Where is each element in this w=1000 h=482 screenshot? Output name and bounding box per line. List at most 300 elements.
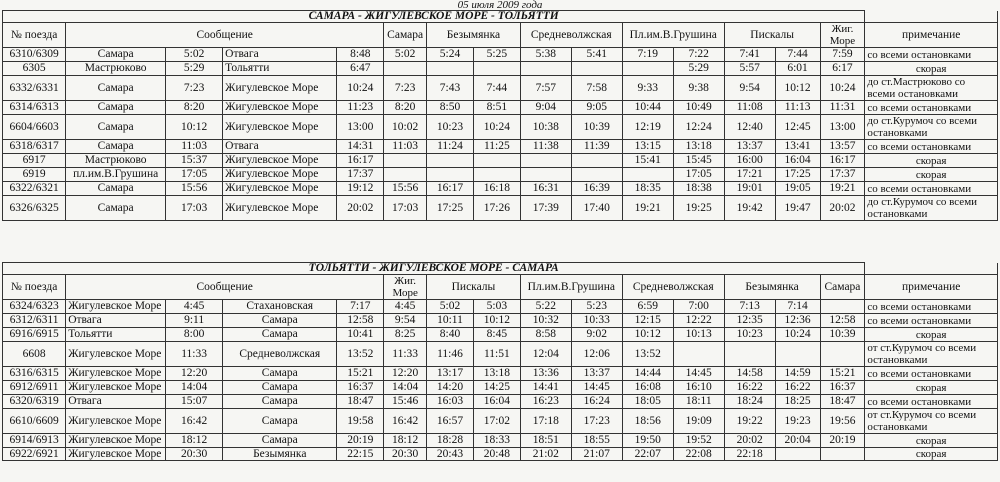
station-time: 16:04 xyxy=(473,395,520,409)
station-time xyxy=(673,342,724,367)
station-time: 13:52 xyxy=(622,342,673,367)
station-time: 15:56 xyxy=(384,182,427,196)
note-cell: со всеми остановками xyxy=(865,314,998,328)
station-time: 16:22 xyxy=(775,381,820,395)
station-time: 8:45 xyxy=(473,328,520,342)
origin: Самара xyxy=(66,76,166,101)
table-row xyxy=(3,140,998,154)
station-time: 12:45 xyxy=(775,115,820,140)
station-time: 10:44 xyxy=(622,101,673,115)
arrival-time: 6:47 xyxy=(337,62,384,76)
station-time: 8:40 xyxy=(427,328,474,342)
origin: Самара xyxy=(66,182,166,196)
station-time xyxy=(724,342,775,367)
station-time: 16:24 xyxy=(571,395,622,409)
station-time xyxy=(820,448,865,461)
station-time: 11:24 xyxy=(427,140,474,154)
arrival-time: 7:17 xyxy=(337,300,384,314)
station-time: 13:57 xyxy=(820,140,865,154)
arrival-time: 12:58 xyxy=(337,314,384,328)
station-time xyxy=(473,168,520,182)
station-time: 19:42 xyxy=(724,196,775,221)
station-time xyxy=(571,168,622,182)
timetable-samara-tolyatti xyxy=(2,10,998,221)
origin: Самара xyxy=(66,196,166,221)
station-time: 9:38 xyxy=(673,76,724,101)
destination: Безымянка xyxy=(223,448,337,461)
destination: Самара xyxy=(223,367,337,381)
station-time: 5:25 xyxy=(473,48,520,62)
station-time: 18:28 xyxy=(427,434,474,448)
header-station: Средневолжская xyxy=(520,23,622,48)
station-time: 11:08 xyxy=(724,101,775,115)
departure-time: 10:12 xyxy=(166,115,223,140)
station-time: 7:57 xyxy=(520,76,571,101)
station-time: 14:58 xyxy=(724,367,775,381)
header-station: Пискалы xyxy=(724,23,820,48)
station-time: 12:40 xyxy=(724,115,775,140)
station-time: 5:22 xyxy=(520,300,571,314)
station-time: 7:44 xyxy=(775,48,820,62)
station-time: 13:36 xyxy=(520,367,571,381)
station-time: 19:09 xyxy=(673,409,724,434)
station-time: 9:33 xyxy=(622,76,673,101)
departure-time: 15:37 xyxy=(166,154,223,168)
station-time: 10:49 xyxy=(673,101,724,115)
station-time: 14:59 xyxy=(775,367,820,381)
destination: Жигулевское Море xyxy=(223,182,337,196)
departure-time: 8:00 xyxy=(166,328,223,342)
train-number: 6318/6317 xyxy=(3,140,66,154)
departure-time: 12:20 xyxy=(166,367,223,381)
train-number: 6912/6911 xyxy=(3,381,66,395)
station-time: 10:23 xyxy=(724,328,775,342)
station-time: 6:01 xyxy=(775,62,820,76)
station-time: 17:26 xyxy=(473,196,520,221)
station-time: 19:05 xyxy=(775,182,820,196)
station-time: 12:04 xyxy=(520,342,571,367)
station-time: 16:57 xyxy=(427,409,474,434)
station-time: 18:33 xyxy=(473,434,520,448)
station-time: 7:41 xyxy=(724,48,775,62)
timetable-tolyatti-samara xyxy=(2,262,998,461)
train-number: 6604/6603 xyxy=(3,115,66,140)
note-cell: скорая xyxy=(865,168,998,182)
table-row xyxy=(3,395,998,409)
origin: Жигулевское Море xyxy=(66,367,166,381)
station-time: 7:13 xyxy=(724,300,775,314)
station-time: 10:12 xyxy=(473,314,520,328)
origin: Самара xyxy=(66,115,166,140)
note-cell: со всеми остановками xyxy=(865,48,998,62)
train-number: 6916/6915 xyxy=(3,328,66,342)
station-time: 10:02 xyxy=(384,115,427,140)
destination: Самара xyxy=(223,434,337,448)
arrival-time: 8:48 xyxy=(337,48,384,62)
station-time xyxy=(775,448,820,461)
note-cell: со всеми остановками xyxy=(865,395,998,409)
note-cell: со всеми остановками xyxy=(865,101,998,115)
station-time xyxy=(775,342,820,367)
station-time: 16:18 xyxy=(473,182,520,196)
arrival-time: 14:31 xyxy=(337,140,384,154)
station-time: 6:17 xyxy=(820,62,865,76)
destination: Самара xyxy=(223,409,337,434)
train-number: 6310/6309 xyxy=(3,48,66,62)
station-time: 16:03 xyxy=(427,395,474,409)
station-time: 10:38 xyxy=(520,115,571,140)
station-time: 5:29 xyxy=(673,62,724,76)
station-time: 18:47 xyxy=(820,395,865,409)
header-station: Безымянка xyxy=(724,275,820,300)
arrival-time: 17:37 xyxy=(337,168,384,182)
header-station: Жиг. Море xyxy=(820,23,865,48)
station-time: 14:45 xyxy=(673,367,724,381)
station-time: 17:40 xyxy=(571,196,622,221)
station-time xyxy=(384,154,427,168)
station-time: 7:14 xyxy=(775,300,820,314)
note-cell: со всеми остановками xyxy=(865,300,998,314)
header-station: Пл.им.В.Грушина xyxy=(520,275,622,300)
origin: Мастрюково xyxy=(66,62,166,76)
departure-time: 15:56 xyxy=(166,182,223,196)
note-cell: скорая xyxy=(865,62,998,76)
train-number: 6312/6311 xyxy=(3,314,66,328)
station-time: 12:06 xyxy=(571,342,622,367)
station-time: 5:23 xyxy=(571,300,622,314)
station-time: 6:59 xyxy=(622,300,673,314)
train-number: 6332/6331 xyxy=(3,76,66,101)
station-time: 19:56 xyxy=(820,409,865,434)
station-time: 16:23 xyxy=(520,395,571,409)
departure-time: 4:45 xyxy=(166,300,223,314)
station-time: 20:48 xyxy=(473,448,520,461)
station-time: 19:50 xyxy=(622,434,673,448)
train-number: 6919 xyxy=(3,168,66,182)
header-route: Сообщение xyxy=(66,275,384,300)
arrival-time: 16:17 xyxy=(337,154,384,168)
train-number: 6322/6321 xyxy=(3,182,66,196)
station-time: 7:44 xyxy=(473,76,520,101)
station-time: 16:08 xyxy=(622,381,673,395)
table-row xyxy=(3,196,998,221)
station-time: 5:57 xyxy=(724,62,775,76)
station-time: 18:51 xyxy=(520,434,571,448)
table-row xyxy=(3,48,998,62)
note-cell: со всеми остановками xyxy=(865,182,998,196)
station-time: 16:00 xyxy=(724,154,775,168)
note-cell: до ст.Курумоч со всеми остановками xyxy=(865,196,998,221)
station-time: 7:22 xyxy=(673,48,724,62)
station-time: 18:55 xyxy=(571,434,622,448)
departure-time: 5:29 xyxy=(166,62,223,76)
station-time: 11:39 xyxy=(571,140,622,154)
station-time: 10:12 xyxy=(622,328,673,342)
station-time: 12:24 xyxy=(673,115,724,140)
header-station: Пискалы xyxy=(427,275,521,300)
station-time: 18:05 xyxy=(622,395,673,409)
station-time xyxy=(427,168,474,182)
station-time: 18:25 xyxy=(775,395,820,409)
station-time: 12:22 xyxy=(673,314,724,328)
station-time: 17:05 xyxy=(673,168,724,182)
origin: Жигулевское Море xyxy=(66,342,166,367)
origin: Жигулевское Море xyxy=(66,381,166,395)
station-time: 21:07 xyxy=(571,448,622,461)
station-time: 12:15 xyxy=(622,314,673,328)
station-time: 5:02 xyxy=(427,300,474,314)
station-time: 5:03 xyxy=(473,300,520,314)
station-time: 14:04 xyxy=(384,381,427,395)
table1-title: САМАРА - ЖИГУЛЕВСКОЕ МОРЕ - ТОЛЬЯТТИ xyxy=(3,11,865,23)
station-time: 12:20 xyxy=(384,367,427,381)
station-time: 22:18 xyxy=(724,448,775,461)
departure-time: 17:05 xyxy=(166,168,223,182)
departure-time: 9:11 xyxy=(166,314,223,328)
note-cell: скорая xyxy=(865,434,998,448)
arrival-time: 20:02 xyxy=(337,196,384,221)
station-time: 10:24 xyxy=(820,76,865,101)
station-time: 8:20 xyxy=(384,101,427,115)
station-time: 10:24 xyxy=(775,328,820,342)
destination: Тольятти xyxy=(223,62,337,76)
arrival-time: 10:24 xyxy=(337,76,384,101)
station-time: 11:31 xyxy=(820,101,865,115)
arrival-time: 20:19 xyxy=(337,434,384,448)
station-time: 19:47 xyxy=(775,196,820,221)
station-time: 13:37 xyxy=(571,367,622,381)
station-time: 11:33 xyxy=(384,342,427,367)
station-time xyxy=(473,62,520,76)
departure-time: 18:12 xyxy=(166,434,223,448)
station-time: 10:24 xyxy=(473,115,520,140)
train-number: 6610/6609 xyxy=(3,409,66,434)
station-time: 18:24 xyxy=(724,395,775,409)
station-time: 19:21 xyxy=(622,196,673,221)
origin: Самара xyxy=(66,101,166,115)
destination: Самара xyxy=(223,395,337,409)
arrival-time: 13:00 xyxy=(337,115,384,140)
note-cell: скорая xyxy=(865,381,998,395)
station-time: 5:24 xyxy=(427,48,474,62)
table2-title: ТОЛЬЯТТИ - ЖИГУЛЕВСКОЕ МОРЕ - САМАРА xyxy=(3,263,865,275)
table-row xyxy=(3,115,998,140)
station-time: 11:25 xyxy=(473,140,520,154)
station-time: 14:45 xyxy=(571,381,622,395)
arrival-time: 18:47 xyxy=(337,395,384,409)
station-time: 14:41 xyxy=(520,381,571,395)
station-time: 11:38 xyxy=(520,140,571,154)
destination: Жигулевское Море xyxy=(223,76,337,101)
station-time: 20:02 xyxy=(820,196,865,221)
table-row xyxy=(3,182,998,196)
station-time: 19:01 xyxy=(724,182,775,196)
destination: Жигулевское Море xyxy=(223,115,337,140)
station-time: 16:37 xyxy=(820,381,865,395)
station-time: 10:32 xyxy=(520,314,571,328)
station-time: 7:00 xyxy=(673,300,724,314)
origin: Отвага xyxy=(66,314,166,328)
station-time: 22:08 xyxy=(673,448,724,461)
origin: Жигулевское Море xyxy=(66,409,166,434)
station-time xyxy=(622,168,673,182)
station-time: 19:25 xyxy=(673,196,724,221)
destination: Жигулевское Море xyxy=(223,154,337,168)
departure-time: 11:33 xyxy=(166,342,223,367)
station-time: 16:04 xyxy=(775,154,820,168)
station-time: 12:36 xyxy=(775,314,820,328)
table-row xyxy=(3,168,998,182)
station-time: 11:51 xyxy=(473,342,520,367)
destination: Самара xyxy=(223,381,337,395)
note-cell: до ст.Мастрюково со всеми остановками xyxy=(865,76,998,101)
destination: Жигулевское Море xyxy=(223,101,337,115)
station-time xyxy=(571,154,622,168)
train-number: 6917 xyxy=(3,154,66,168)
station-time: 7:59 xyxy=(820,48,865,62)
station-time: 13:18 xyxy=(473,367,520,381)
station-time: 10:39 xyxy=(571,115,622,140)
note-cell: скорая xyxy=(865,328,998,342)
station-time: 13:41 xyxy=(775,140,820,154)
station-time: 19:22 xyxy=(724,409,775,434)
arrival-time: 10:41 xyxy=(337,328,384,342)
departure-time: 11:03 xyxy=(166,140,223,154)
destination: Самара xyxy=(223,314,337,328)
header-station: Самара xyxy=(384,23,427,48)
station-time: 17:39 xyxy=(520,196,571,221)
station-time: 9:05 xyxy=(571,101,622,115)
header-note: примечание xyxy=(865,23,998,48)
train-number: 6316/6315 xyxy=(3,367,66,381)
station-time: 5:38 xyxy=(520,48,571,62)
station-time: 20:02 xyxy=(724,434,775,448)
station-time: 10:39 xyxy=(820,328,865,342)
train-number: 6326/6325 xyxy=(3,196,66,221)
note-cell: со всеми остановками xyxy=(865,367,998,381)
header-station: Жиг. Море xyxy=(384,275,427,300)
station-time: 13:00 xyxy=(820,115,865,140)
departure-time: 8:20 xyxy=(166,101,223,115)
train-number: 6914/6913 xyxy=(3,434,66,448)
station-time xyxy=(520,154,571,168)
header-train-no: № поезда xyxy=(3,275,66,300)
departure-time: 15:07 xyxy=(166,395,223,409)
station-time: 9:04 xyxy=(520,101,571,115)
station-time xyxy=(622,62,673,76)
destination: Средневолжская xyxy=(223,342,337,367)
station-time: 18:56 xyxy=(622,409,673,434)
departure-time: 7:23 xyxy=(166,76,223,101)
station-time: 20:30 xyxy=(384,448,427,461)
table-row xyxy=(3,367,998,381)
station-time: 18:12 xyxy=(384,434,427,448)
table-row xyxy=(3,300,998,314)
station-time: 19:23 xyxy=(775,409,820,434)
station-time: 11:46 xyxy=(427,342,474,367)
arrival-time: 11:23 xyxy=(337,101,384,115)
origin: пл.им.В.Грушина xyxy=(66,168,166,182)
station-time: 10:12 xyxy=(775,76,820,101)
arrival-time: 19:12 xyxy=(337,182,384,196)
table-row xyxy=(3,448,998,461)
header-station: Пл.им.В.Грушина xyxy=(622,23,724,48)
station-time: 20:43 xyxy=(427,448,474,461)
station-time: 11:03 xyxy=(384,140,427,154)
station-time: 8:25 xyxy=(384,328,427,342)
table-row xyxy=(3,76,998,101)
station-time: 19:21 xyxy=(820,182,865,196)
station-time: 16:39 xyxy=(571,182,622,196)
arrival-time: 16:37 xyxy=(337,381,384,395)
station-time xyxy=(820,300,865,314)
table-row xyxy=(3,101,998,115)
train-number: 6922/6921 xyxy=(3,448,66,461)
table-row xyxy=(3,434,998,448)
header-route: Сообщение xyxy=(66,23,384,48)
note-cell: скорая xyxy=(865,448,998,461)
origin: Самара xyxy=(66,140,166,154)
departure-time: 16:42 xyxy=(166,409,223,434)
station-time: 9:54 xyxy=(724,76,775,101)
table-row xyxy=(3,409,998,434)
station-time: 9:54 xyxy=(384,314,427,328)
station-time: 17:21 xyxy=(724,168,775,182)
table-row xyxy=(3,381,998,395)
station-time: 17:25 xyxy=(427,196,474,221)
station-time: 21:02 xyxy=(520,448,571,461)
station-time: 5:02 xyxy=(384,48,427,62)
origin: Жигулевское Море xyxy=(66,300,166,314)
station-time: 19:52 xyxy=(673,434,724,448)
station-time: 15:45 xyxy=(673,154,724,168)
station-time xyxy=(820,342,865,367)
station-time: 5:41 xyxy=(571,48,622,62)
station-time: 12:35 xyxy=(724,314,775,328)
destination: Самара xyxy=(223,328,337,342)
origin: Самара xyxy=(66,48,166,62)
station-time xyxy=(520,62,571,76)
station-time: 15:46 xyxy=(384,395,427,409)
header-note: примечание xyxy=(865,275,998,300)
station-time: 10:13 xyxy=(673,328,724,342)
note-cell: до ст.Курумоч со всеми остановками xyxy=(865,115,998,140)
station-time: 11:13 xyxy=(775,101,820,115)
station-time xyxy=(520,168,571,182)
station-time: 17:03 xyxy=(384,196,427,221)
arrival-time: 19:58 xyxy=(337,409,384,434)
station-time: 17:25 xyxy=(775,168,820,182)
station-time: 16:17 xyxy=(427,182,474,196)
note-cell: со всеми остановками xyxy=(865,140,998,154)
destination: Отвага xyxy=(223,48,337,62)
station-time: 9:02 xyxy=(571,328,622,342)
departure-time: 17:03 xyxy=(166,196,223,221)
station-time: 15:41 xyxy=(622,154,673,168)
note-cell: от ст.Курумоч со всеми остановками xyxy=(865,409,998,434)
note-cell: от ст.Курумоч со всеми остановками xyxy=(865,342,998,367)
train-number: 6314/6313 xyxy=(3,101,66,115)
station-time: 16:17 xyxy=(820,154,865,168)
train-number: 6305 xyxy=(3,62,66,76)
table-row xyxy=(3,62,998,76)
origin: Отвага xyxy=(66,395,166,409)
station-time: 14:44 xyxy=(622,367,673,381)
station-time: 10:33 xyxy=(571,314,622,328)
station-time: 18:35 xyxy=(622,182,673,196)
train-number: 6324/6323 xyxy=(3,300,66,314)
destination: Жигулевское Море xyxy=(223,168,337,182)
